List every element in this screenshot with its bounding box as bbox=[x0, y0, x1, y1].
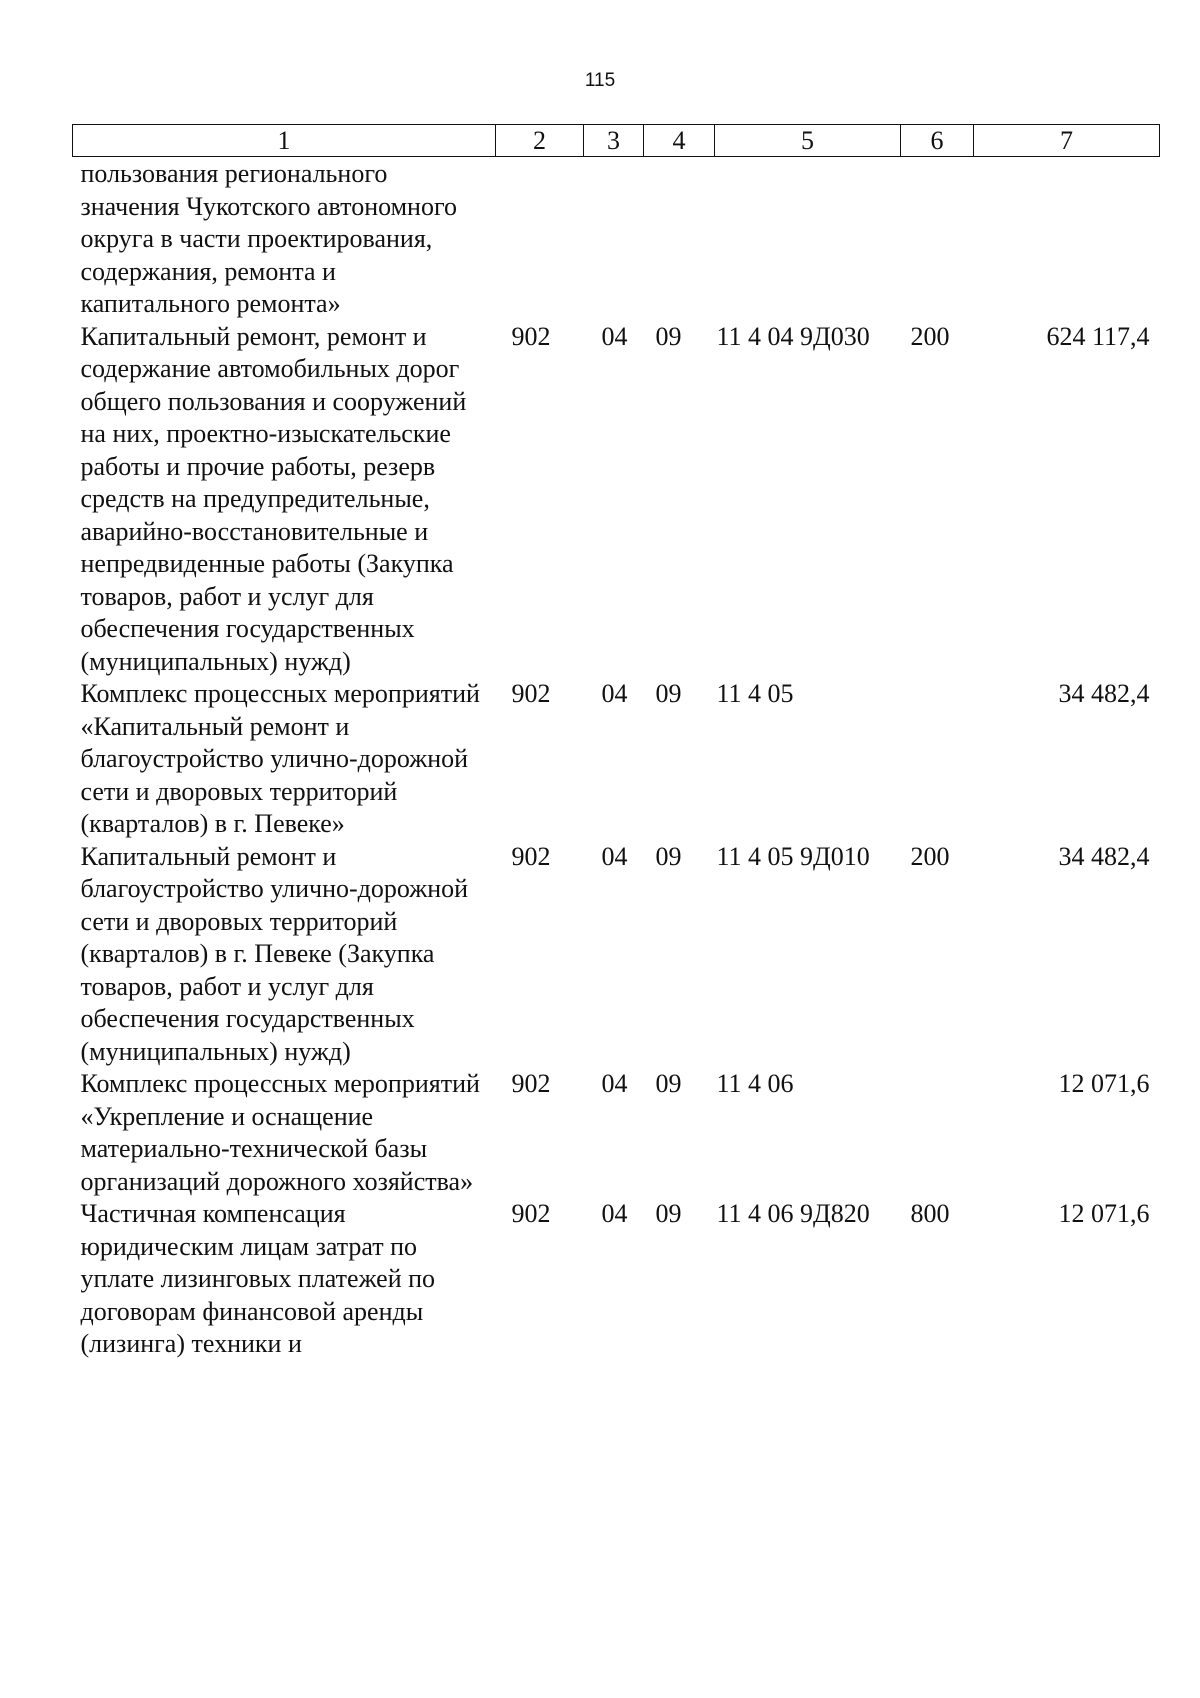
row-section-code: 04 bbox=[601, 321, 628, 351]
row-target-article: 11 4 06 9Д820 bbox=[716, 1199, 870, 1228]
row-subsection-code bbox=[644, 157, 715, 321]
row-name-cell: Капитальный ремонт и благоустройство улично-дорожной сети и дворовых территорий (кварталов) в г. Певеке (Закупка товаров, работ и услуг для обеспечения государственных (муниципальных) нужд) bbox=[80, 841, 469, 1066]
table-header-row bbox=[73, 125, 1160, 157]
header-col-7: 7 bbox=[974, 125, 1160, 157]
header-col-4: 4 bbox=[644, 125, 715, 157]
row-amount: 34 482,4 bbox=[1058, 841, 1150, 871]
row-subsection-code: 09 bbox=[655, 321, 682, 351]
table-row bbox=[73, 1198, 1160, 1361]
row-ministry-code: 902 bbox=[511, 679, 551, 708]
row-name-cell: Капитальный ремонт, ремонт и содержание автомобильных дорог общего пользования и сооружений на них, проектно-изыскательские работы и прочие работы, резерв средств на предупредительные, аварийно-восстановительные и непредвиденные работы (Закупка товаров, работ и услуг для обеспечения государственных (муниципальных) нужд) bbox=[80, 321, 467, 676]
table-row bbox=[73, 841, 1160, 1069]
row-expense-type bbox=[901, 678, 974, 841]
row-amount: 12 071,6 bbox=[1058, 1069, 1150, 1098]
row-amount: 34 482,4 bbox=[1058, 679, 1150, 708]
row-expense-type: 200 bbox=[910, 841, 950, 871]
row-amount: 12 071,6 bbox=[1058, 1199, 1150, 1228]
row-name-cell: пользования регионального значения Чукотского автономного округа в части проектирования, содержания, ремонта и капитального ремонта» bbox=[80, 159, 457, 318]
row-section-code bbox=[584, 157, 644, 321]
budget-table bbox=[72, 124, 1160, 1361]
row-expense-type: 800 bbox=[910, 1199, 950, 1228]
row-subsection-code: 09 bbox=[655, 679, 682, 708]
row-ministry-code: 902 bbox=[511, 321, 551, 351]
header-col-6: 6 bbox=[901, 125, 974, 157]
row-subsection-code: 09 bbox=[655, 1199, 682, 1228]
table-row bbox=[73, 678, 1160, 841]
row-name-cell: Частичная компенсация юридическим лицам затрат по уплате лизинговых платежей по договорам финансовой аренды (лизинга) техники и bbox=[80, 1199, 436, 1358]
page-number: 115 bbox=[584, 70, 616, 91]
row-target-article: 11 4 05 bbox=[716, 679, 794, 708]
row-name-cell: Комплекс процессных мероприятий «Укрепление и оснащение материально-технической базы организаций дорожного хозяйства» bbox=[80, 1069, 480, 1196]
row-target-article: 11 4 06 bbox=[716, 1069, 794, 1098]
row-ministry-code: 902 bbox=[511, 1069, 551, 1098]
row-section-code: 04 bbox=[601, 841, 628, 871]
table-row bbox=[73, 321, 1160, 679]
header-col-5: 5 bbox=[715, 125, 901, 157]
row-section-code: 04 bbox=[601, 1069, 628, 1098]
row-expense-type: 200 bbox=[910, 321, 950, 351]
row-target-article: 11 4 05 9Д010 bbox=[716, 841, 870, 871]
row-target-article bbox=[715, 157, 901, 321]
row-name-cell: Комплекс процессных мероприятий «Капитальный ремонт и благоустройство улично-дорожной сети и дворовых территорий (кварталов) в г. Певеке» bbox=[80, 679, 480, 838]
row-ministry-code: 902 bbox=[511, 1199, 551, 1228]
header-col-3: 3 bbox=[584, 125, 644, 157]
header-col-2: 2 bbox=[496, 125, 584, 157]
table-row bbox=[73, 157, 1160, 321]
row-ministry-code bbox=[496, 157, 584, 321]
row-section-code: 04 bbox=[601, 1199, 628, 1228]
row-section-code: 04 bbox=[601, 679, 628, 708]
row-expense-type bbox=[901, 1068, 974, 1198]
row-subsection-code: 09 bbox=[655, 1069, 682, 1098]
row-subsection-code: 09 bbox=[655, 841, 682, 871]
table-row bbox=[73, 1068, 1160, 1198]
row-expense-type bbox=[901, 157, 974, 321]
row-amount: 624 117,4 bbox=[1046, 321, 1150, 351]
row-target-article: 11 4 04 9Д030 bbox=[716, 321, 870, 351]
header-col-1: 1 bbox=[73, 125, 496, 157]
row-ministry-code: 902 bbox=[511, 841, 551, 871]
row-amount bbox=[974, 157, 1160, 321]
